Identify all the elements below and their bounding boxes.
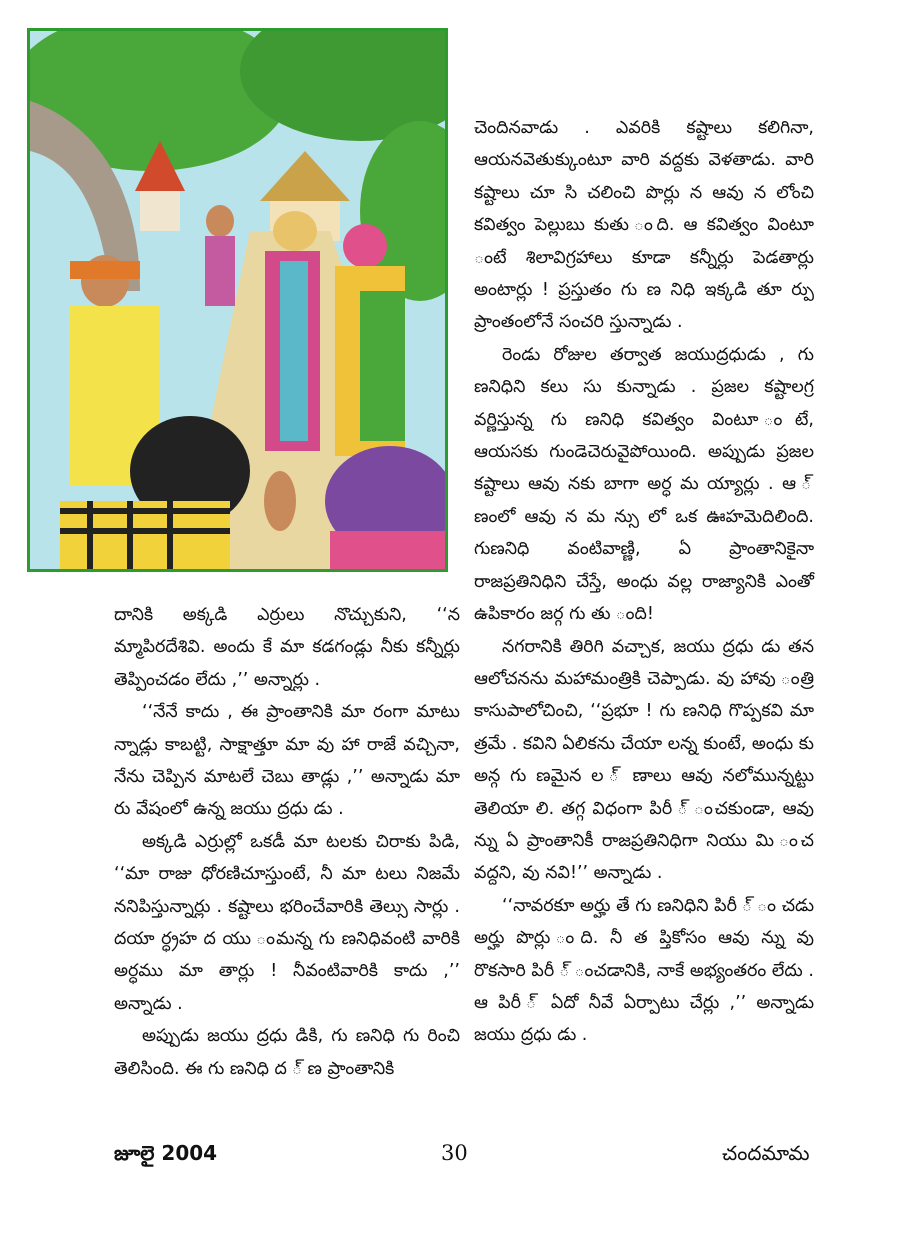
- left-column: [114, 599, 460, 1085]
- paragraph: దానికి అక్కడి ఎర్రులు నొచ్చుకుని, ‘‘న మ్మాపిరదేశివి. అందు కే మా కడగండ్లు నీకు కన్నీర్లు తెప్పించడం లేదు ,’’ అన్నార్లు .: [114, 605, 460, 690]
- paragraph: నగరానికి తిరిగి వచ్చాక, జయు ద్రధు డు తన ఆలోచనను మహామంత్రికి చెప్పాడు. వు హావు ంత్రి కాసుపాలోచించి, ‘‘ప్రభూ ! గు ణనిధి గొప్పకవి మా త్రమే . కవిని ఏలికను చేయా లన్న కుంటే, అంధు కు అన్గ గు ణమైన ల ్ ణాలు ఆవు నలోమున్నట్టు తెలియా లి. తగ్గ విధంగా పిరీ ్ ంచకుండా, ఆవు న్ను ఏ ప్రాంతానికీ రాజప్రతినిధిగా నియు మి ంచ వద్దని, వు నవి!’’ అన్నాడు .: [474, 636, 814, 884]
- right-column: [474, 112, 814, 1052]
- paragraph: రెండు రోజుల తర్వాత జయుద్రధుడు , గు ణనిధిని కలు సు కున్నాడు . ప్రజల కష్టాలగ్ర వర్ణిస్తున్న గు ణనిధి కవిత్వం వింటూ ంటే, ఆయసకు గుండెచెరువైపోయింది. అప్పుడు ప్రజల కష్టాలు ఆవు నకు బాగా అర్ధ మ య్యార్లు . ఆ ్ ణంలో ఆవు న మ న్సు లో ఒక ఊహమెదిలింది. గుణనిధి వంటివాణ్ణి, ఏ ప్రాంతానికైనా రాజప్రతినిధిని చేస్తే, అంధు వల్ల రాజ్యానికి ఎంతో ఉపికారం జర్గ గు తు ంది!: [474, 344, 814, 625]
- page-number: 30: [441, 1141, 468, 1165]
- paragraph: ‘‘నేనే కాదు , ఈ ప్రాంతానికి మా రంగా మాటు న్నాడ్లు కాబట్టి, సాక్షాత్తూ మా వు హా రాజే వచ్చినా, నేను చెప్పిన మాటలే చెబు తాడ్లు ,’’ అన్నాడు మా రు వేషంలో ఉన్న జయు ద్రధు డు .: [114, 702, 460, 820]
- magazine-name: చందమామ: [722, 1141, 810, 1165]
- paragraph: ‘‘నావరకూ అర్హు తే గు ణనిధిని పిరీ ్ ం చడు అర్హు పొర్లు ంది. నీ త ప్తికోసం ఆవు న్ను వు రొకసారి పిరీ ్ ంచడానికి, నాకే అభ్యంతరం లేదు . ఆ పిరీ ్ ఏదో నీవే ఏర్పాటు చేర్లు ,’’ అన్నాడు జయు ద్రధు డు .: [474, 895, 814, 1046]
- story-illustration: [27, 28, 448, 572]
- footer-date: జూలై 2004: [114, 1141, 218, 1165]
- paragraph: చెందినవాడు . ఎవరికి కష్టాలు కలిగినా, ఆయనవెతుక్కుంటూ వారి వద్దకు వెళతాడు. వారి కష్టాలు చూ సి చలించి పొర్లు న ఆవు న లోంచి కవిత్వం పెల్లుబు కుతు ంది. ఆ కవిత్వం వింటూ ంటే శిలావిగ్రహాలు కూడా కన్నీర్లు పెడతార్లు అంటార్లు ! ప్రస్తుతం గు ణ నిధి ఇక్కడి తూ ర్పు ప్రాంతంలోనే సంచరి స్తున్నాడు .: [474, 118, 814, 333]
- paragraph: అప్పుడు జయు ద్రధు డికి, గు ణనిధి గు రించి తెలిసింది. ఈ గు ణనిధి ద ్ ణ ప్రాంతానికి: [114, 1026, 460, 1079]
- paragraph: అక్కడి ఎర్రుల్లో ఒకడీ మా టలకు చిరాకు పిడి, ‘‘మా రాజు ధోరణిచూస్తుంటే, నీ మా టలు నిజమే ననిపిస్తున్నార్లు . కష్టాలు భరించేవారికి తెల్సు సార్లు . దయా ర్ధ్రహ ద యు ంమన్న గు ణనిధివంటి వారికి అర్ధము మా తార్లు ! నీవంటివారికి కాదు ,’’ అన్నాడు .: [114, 831, 460, 1014]
